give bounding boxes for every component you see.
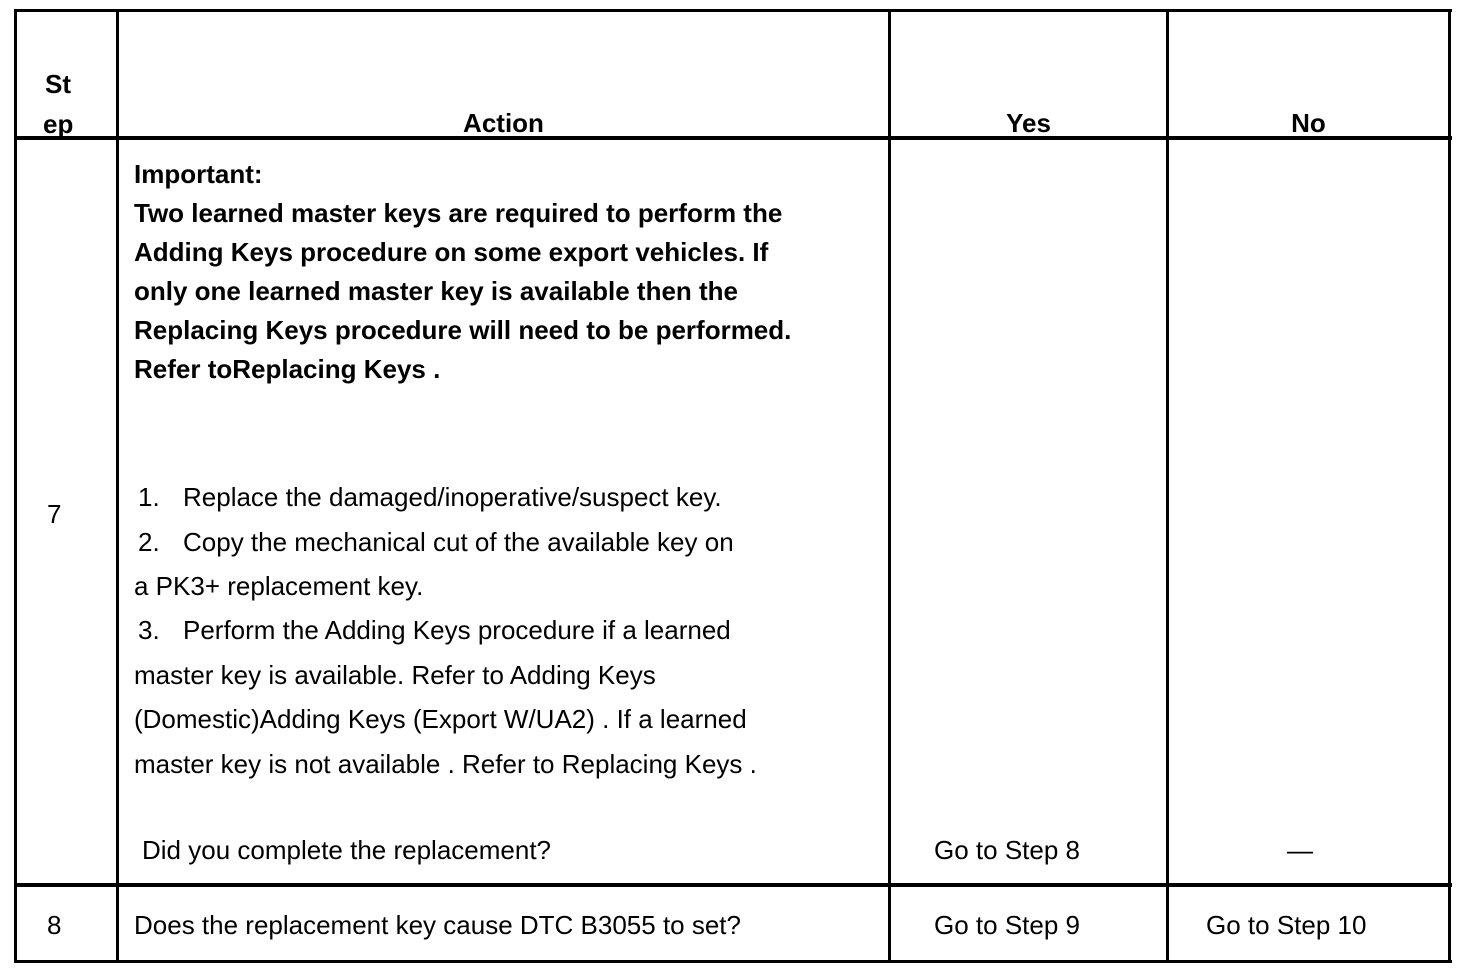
header-yes: Yes [1006,108,1051,138]
row-8-yes: Go to Step 9 [934,910,1080,940]
procedure-step-text: Replace the damaged/inoperative/suspect key. [183,482,722,512]
table-border-right [1448,9,1451,963]
table-col-divider-2 [888,9,891,963]
procedure-step-text: a PK3+ replacement key. [134,571,424,601]
row-8-step: 8 [47,910,62,940]
important-line: Replacing Keys procedure will need to be performed. [134,315,792,345]
table-row-divider [14,883,1452,887]
important-line: Refer toReplacing Keys . [134,354,441,384]
table-border-bottom [14,960,1452,963]
table-border-left [14,9,17,963]
procedure-step-text: master key is not available . Refer to Replacing Keys . [134,749,757,779]
header-action: Action [463,108,544,138]
row-7-step: 7 [47,499,62,529]
row-7-yes: Go to Step 8 [934,835,1080,865]
important-line: only one learned master key is available then the [134,276,739,306]
procedure-step-number: 1. [138,482,160,512]
procedure-step-text: Perform the Adding Keys procedure if a learned [183,615,731,645]
table-col-divider-1 [116,9,119,963]
row-8-no: Go to Step 10 [1206,910,1367,940]
row-7-no: — [1287,835,1313,865]
row-8-question: Does the replacement key cause DTC B3055 to set? [134,910,741,940]
important-line: Adding Keys procedure on some export vehicles. If [134,237,769,267]
header-no: No [1291,108,1326,138]
procedure-step-number: 2. [138,527,160,557]
table-col-divider-3 [1166,9,1169,963]
table-border-top [14,9,1452,12]
procedure-step-text: (Domestic)Adding Keys (Export W/UA2) . If a learned [134,704,747,734]
important-line: Two learned master keys are required to perform the [134,198,783,228]
procedure-step-number: 3. [138,615,160,645]
header-step-line1: St [45,69,71,99]
important-label: Important: [134,159,263,189]
procedure-step-text: master key is available. Refer to Adding Keys [134,660,656,690]
procedure-step-text: Copy the mechanical cut of the available key on [183,527,734,557]
row-7-question: Did you complete the replacement? [142,835,552,865]
header-step-line2: ep [43,109,74,139]
